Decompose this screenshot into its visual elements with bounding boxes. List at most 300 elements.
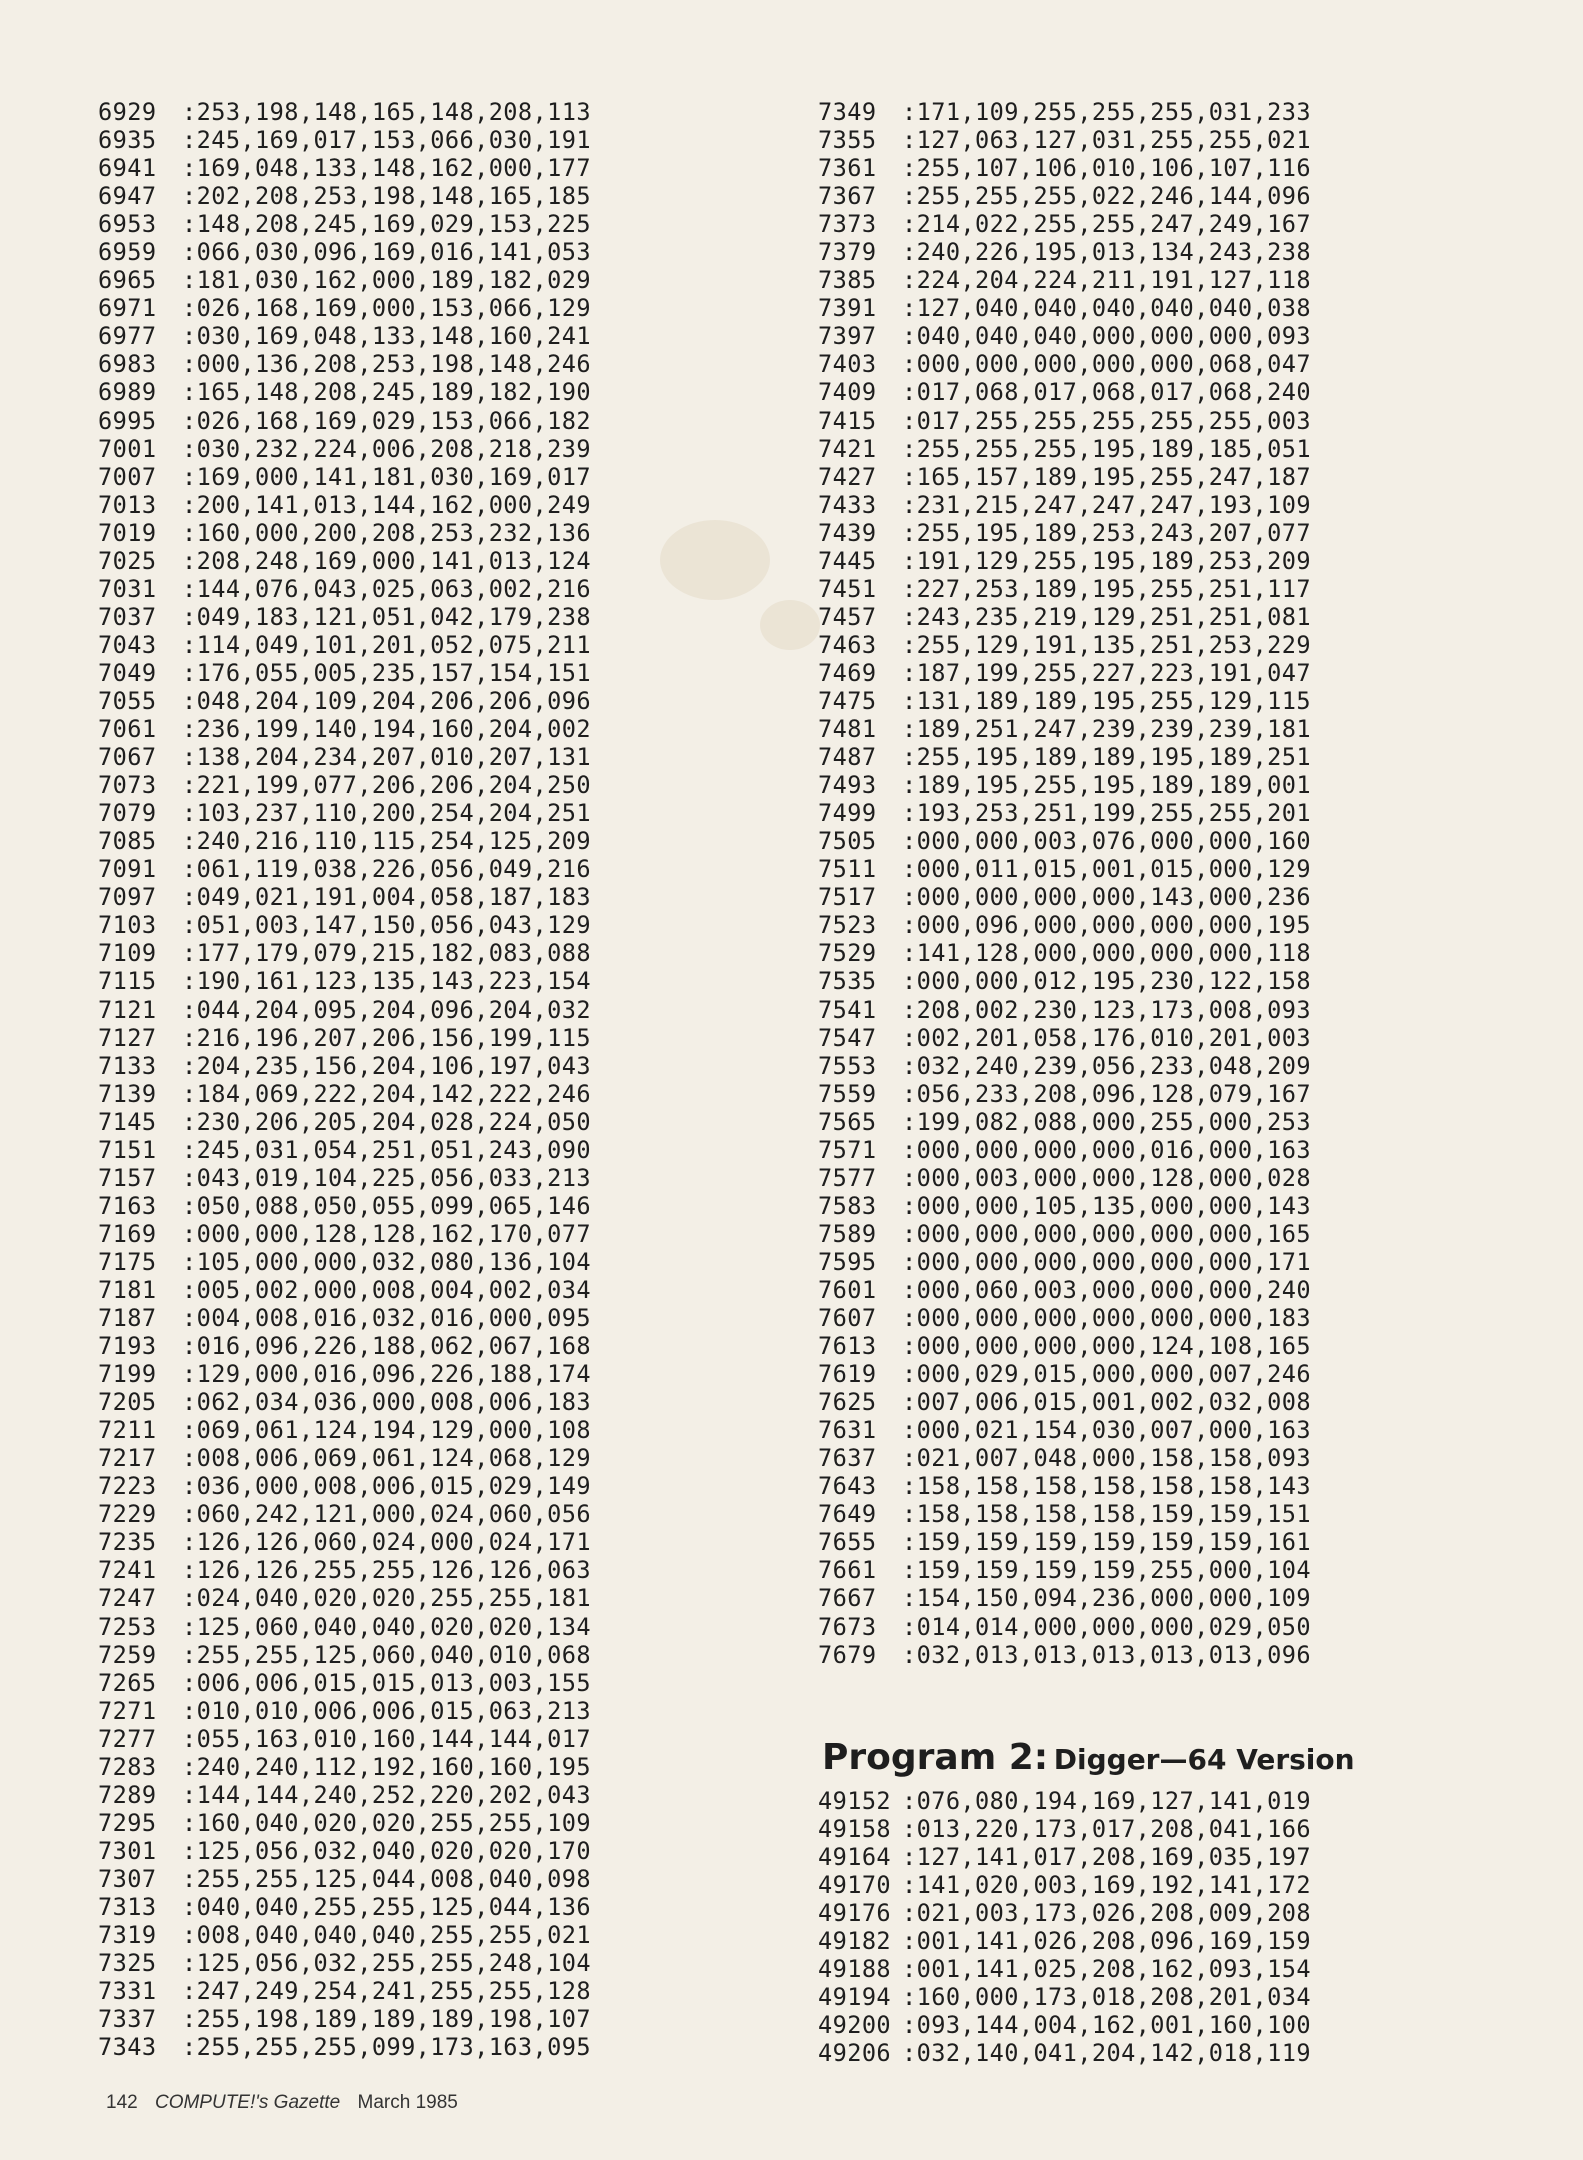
- line-number: 6953: [98, 210, 157, 239]
- program-2-heading: [822, 1737, 1355, 1778]
- line-number: 7391: [818, 294, 877, 323]
- listing-row: [818, 659, 1438, 687]
- line-data: :016,096,226,188,062,067,168: [182, 1332, 591, 1361]
- line-number: 7589: [818, 1219, 877, 1248]
- line-number: 7529: [818, 939, 877, 968]
- line-data: :062,034,036,000,008,006,183: [182, 1388, 591, 1417]
- line-data: :056,233,208,096,128,079,167: [902, 1079, 1311, 1108]
- line-number: 7259: [98, 1640, 157, 1669]
- line-data: :177,179,079,215,182,083,088: [182, 939, 591, 968]
- listing-row: [98, 1977, 668, 2005]
- listing-row: [98, 1949, 668, 1977]
- line-data: :127,141,017,208,169,035,197: [902, 1843, 1311, 1872]
- listing-row: [818, 1843, 1438, 1871]
- line-data: :013,220,173,017,208,041,166: [902, 1815, 1311, 1844]
- line-number: 7403: [818, 350, 877, 379]
- line-number: 7319: [98, 1921, 157, 1950]
- line-data: :125,056,032,040,020,020,170: [182, 1836, 591, 1865]
- listing-row: [818, 407, 1438, 435]
- line-data: :040,040,040,000,000,000,093: [902, 322, 1311, 351]
- line-number: 7277: [98, 1724, 157, 1753]
- line-number: 7493: [818, 771, 877, 800]
- line-data: :200,141,013,144,162,000,249: [182, 490, 591, 519]
- line-data: :032,240,239,056,233,048,209: [902, 1051, 1311, 1080]
- line-data: :255,255,255,195,189,185,051: [902, 434, 1311, 463]
- line-number: 7133: [98, 1051, 157, 1080]
- line-data: :126,126,255,255,126,126,063: [182, 1556, 591, 1585]
- issue-date: March 1985: [357, 2092, 458, 2113]
- line-data: :169,000,141,181,030,169,017: [182, 462, 591, 491]
- listing-row: [818, 939, 1438, 967]
- listing-row: [818, 715, 1438, 743]
- line-number: 7139: [98, 1079, 157, 1108]
- line-number: 49164: [818, 1843, 892, 1872]
- listing-row: [818, 182, 1438, 210]
- line-number: 7151: [98, 1135, 157, 1164]
- line-data: :247,249,254,241,255,255,128: [182, 1977, 591, 2006]
- line-data: :240,226,195,013,134,243,238: [902, 238, 1311, 267]
- listing-row: [98, 182, 668, 210]
- listing-row: [98, 154, 668, 182]
- listing-row: [98, 743, 668, 771]
- line-data: :255,195,189,253,243,207,077: [902, 518, 1311, 547]
- line-number: 6929: [98, 98, 157, 126]
- line-data: :129,000,016,096,226,188,174: [182, 1360, 591, 1389]
- listing-row: [98, 687, 668, 715]
- line-number: 7601: [818, 1275, 877, 1304]
- listing-row: [818, 1416, 1438, 1444]
- line-number: 7541: [818, 995, 877, 1024]
- line-data: :000,096,000,000,000,000,195: [902, 911, 1311, 940]
- line-data: :000,136,208,253,198,148,246: [182, 350, 591, 379]
- line-number: 7379: [818, 238, 877, 267]
- listing-row: [818, 883, 1438, 911]
- line-data: :187,199,255,227,223,191,047: [902, 658, 1311, 687]
- line-data: :008,006,069,061,124,068,129: [182, 1444, 591, 1473]
- page-number: 142: [106, 2092, 138, 2113]
- line-number: 7595: [818, 1247, 877, 1276]
- line-data: :036,000,008,006,015,029,149: [182, 1472, 591, 1501]
- line-number: 6965: [98, 266, 157, 295]
- line-data: :236,199,140,194,160,204,002: [182, 715, 591, 744]
- line-data: :000,000,105,135,000,000,143: [902, 1191, 1311, 1220]
- listing-row: [98, 911, 668, 939]
- line-number: 7235: [98, 1528, 157, 1557]
- line-data: :191,129,255,195,189,253,209: [902, 546, 1311, 575]
- listing-row: [98, 547, 668, 575]
- listing-row: [818, 1444, 1438, 1472]
- line-number: 7511: [818, 855, 877, 884]
- line-number: 6995: [98, 406, 157, 435]
- line-number: 6935: [98, 126, 157, 155]
- listing-row: [98, 1725, 668, 1753]
- line-data: :093,144,004,162,001,160,100: [902, 2011, 1311, 2040]
- line-number: 7337: [98, 2005, 157, 2034]
- line-data: :214,022,255,255,247,249,167: [902, 210, 1311, 239]
- listing-row: [98, 1584, 668, 1612]
- line-number: 7565: [818, 1107, 877, 1136]
- listing-row: [98, 378, 668, 406]
- listing-left-column: [98, 98, 668, 2061]
- line-number: 7439: [818, 518, 877, 547]
- listing-row: [98, 827, 668, 855]
- listing-row: [98, 799, 668, 827]
- line-number: 7505: [818, 827, 877, 856]
- line-number: 7373: [818, 210, 877, 239]
- line-data: :245,031,054,251,051,243,090: [182, 1135, 591, 1164]
- line-data: :144,144,240,252,220,202,043: [182, 1780, 591, 1809]
- line-number: 7613: [818, 1332, 877, 1361]
- listing-row: [818, 1641, 1438, 1669]
- line-data: :026,168,169,000,153,066,129: [182, 294, 591, 323]
- line-data: :131,189,189,195,255,129,115: [902, 686, 1311, 715]
- line-data: :000,000,000,000,000,000,165: [902, 1219, 1311, 1248]
- listing-row: [818, 771, 1438, 799]
- line-data: :227,253,189,195,255,251,117: [902, 574, 1311, 603]
- listing-row: [98, 1164, 668, 1192]
- listing-row: [818, 1500, 1438, 1528]
- line-data: :160,000,173,018,208,201,034: [902, 1983, 1311, 2012]
- line-data: :127,040,040,040,040,040,038: [902, 294, 1311, 323]
- line-number: 7037: [98, 602, 157, 631]
- line-number: 7649: [818, 1500, 877, 1529]
- listing-row: [818, 855, 1438, 883]
- line-data: :159,159,159,159,159,159,161: [902, 1528, 1311, 1557]
- line-number: 7289: [98, 1780, 157, 1809]
- line-data: :000,000,000,000,016,000,163: [902, 1135, 1311, 1164]
- listing-row: [818, 1787, 1438, 1815]
- line-number: 7547: [818, 1023, 877, 1052]
- line-number: 7679: [818, 1640, 877, 1669]
- line-number: 7523: [818, 911, 877, 940]
- line-data: :125,056,032,255,255,248,104: [182, 1949, 591, 1978]
- line-number: 7127: [98, 1023, 157, 1052]
- listing-row: [98, 1500, 668, 1528]
- line-number: 7265: [98, 1668, 157, 1697]
- line-number: 49176: [818, 1899, 892, 1928]
- line-data: :193,253,251,199,255,255,201: [902, 799, 1311, 828]
- listing-row: [818, 154, 1438, 182]
- line-data: :026,168,169,029,153,066,182: [182, 406, 591, 435]
- line-number: 7535: [818, 967, 877, 996]
- line-number: 49158: [818, 1815, 892, 1844]
- listing-row: [818, 1871, 1438, 1899]
- listing-row: [98, 1472, 668, 1500]
- listing-row: [818, 491, 1438, 519]
- line-number: 7661: [818, 1556, 877, 1585]
- line-data: :007,006,015,001,002,032,008: [902, 1388, 1311, 1417]
- listing-row: [818, 1955, 1438, 1983]
- line-number: 7313: [98, 1893, 157, 1921]
- line-data: :141,020,003,169,192,141,172: [902, 1871, 1311, 1900]
- line-number: 7571: [818, 1135, 877, 1164]
- line-number: 7451: [818, 574, 877, 603]
- listing-row: [98, 631, 668, 659]
- listing-row: [98, 771, 668, 799]
- line-data: :060,242,121,000,024,060,056: [182, 1500, 591, 1529]
- listing-row: [98, 1332, 668, 1360]
- line-number: 7067: [98, 743, 157, 772]
- listing-row: [818, 1108, 1438, 1136]
- listing-row: [98, 1641, 668, 1669]
- line-data: :255,195,189,189,195,189,251: [902, 743, 1311, 772]
- listing-row: [818, 575, 1438, 603]
- listing-row: [818, 435, 1438, 463]
- line-number: 7019: [98, 518, 157, 547]
- listing-row: [818, 631, 1438, 659]
- line-number: 7169: [98, 1219, 157, 1248]
- line-number: 7163: [98, 1191, 157, 1220]
- listing-row: [818, 1220, 1438, 1248]
- line-data: :021,007,048,000,158,158,093: [902, 1444, 1311, 1473]
- listing-row: [98, 266, 668, 294]
- line-number: 6941: [98, 154, 157, 183]
- line-data: :255,255,255,099,173,163,095: [182, 2033, 591, 2062]
- line-number: 7271: [98, 1696, 157, 1725]
- line-data: :000,000,000,000,143,000,236: [902, 883, 1311, 912]
- line-number: 7469: [818, 658, 877, 687]
- paper-stain: [760, 600, 820, 650]
- listing-row: [98, 463, 668, 491]
- line-data: :126,126,060,024,000,024,171: [182, 1528, 591, 1557]
- line-data: :231,215,247,247,247,193,109: [902, 490, 1311, 519]
- line-data: :176,055,005,235,157,154,151: [182, 658, 591, 687]
- line-number: 49188: [818, 1955, 892, 1984]
- listing-row: [818, 2039, 1438, 2067]
- line-number: 7283: [98, 1752, 157, 1781]
- line-data: :184,069,222,204,142,222,246: [182, 1079, 591, 1108]
- paper-stain: [660, 520, 770, 600]
- line-number: 7517: [818, 883, 877, 912]
- line-number: 7175: [98, 1247, 157, 1276]
- line-number: 7001: [98, 434, 157, 463]
- line-data: :144,076,043,025,063,002,216: [182, 574, 591, 603]
- line-data: :066,030,096,169,016,141,053: [182, 238, 591, 267]
- line-data: :000,000,128,128,162,170,077: [182, 1219, 591, 1248]
- line-number: 7415: [818, 406, 877, 435]
- listing-row: [818, 1192, 1438, 1220]
- line-number: 7085: [98, 827, 157, 856]
- line-number: 7607: [818, 1304, 877, 1333]
- listing-row: [98, 1809, 668, 1837]
- line-data: :221,199,077,206,206,204,250: [182, 771, 591, 800]
- line-data: :240,216,110,115,254,125,209: [182, 827, 591, 856]
- listing-row: [98, 659, 668, 687]
- line-data: :004,008,016,032,016,000,095: [182, 1304, 591, 1333]
- line-number: 7445: [818, 546, 877, 575]
- line-data: :141,128,000,000,000,000,118: [902, 939, 1311, 968]
- line-data: :255,255,255,022,246,144,096: [902, 182, 1311, 211]
- listing-row: [98, 996, 668, 1024]
- line-data: :044,204,095,204,096,204,032: [182, 995, 591, 1024]
- line-number: 49206: [818, 2039, 892, 2068]
- listing-row: [818, 547, 1438, 575]
- line-data: :245,169,017,153,066,030,191: [182, 126, 591, 155]
- listing-row: [818, 463, 1438, 491]
- listing-row: [818, 1248, 1438, 1276]
- line-number: 7061: [98, 715, 157, 744]
- line-data: :253,198,148,165,148,208,113: [182, 98, 591, 126]
- line-data: :165,157,189,195,255,247,187: [902, 462, 1311, 491]
- listing-row: [98, 435, 668, 463]
- line-number: 6989: [98, 378, 157, 407]
- listing-row: [98, 967, 668, 995]
- listing-row: [98, 1136, 668, 1164]
- line-number: 7217: [98, 1444, 157, 1473]
- line-data: :158,158,158,158,158,158,143: [902, 1472, 1311, 1501]
- listing-row: [818, 2011, 1438, 2039]
- line-number: 7397: [818, 322, 877, 351]
- listing-row: [818, 743, 1438, 771]
- listing-row: [98, 238, 668, 266]
- line-number: 7433: [818, 490, 877, 519]
- listing-row: [818, 799, 1438, 827]
- line-number: 7343: [98, 2033, 157, 2062]
- listing-row: [818, 687, 1438, 715]
- line-data: :160,040,020,020,255,255,109: [182, 1808, 591, 1837]
- listing-row: [98, 210, 668, 238]
- line-number: 7157: [98, 1163, 157, 1192]
- line-number: 7583: [818, 1191, 877, 1220]
- line-data: :040,040,255,255,125,044,136: [182, 1893, 591, 1921]
- line-data: :050,088,050,055,099,065,146: [182, 1191, 591, 1220]
- listing-row: [98, 1360, 668, 1388]
- listing-row: [98, 1416, 668, 1444]
- line-data: :158,158,158,158,159,159,151: [902, 1500, 1311, 1529]
- line-data: :021,003,173,026,208,009,208: [902, 1899, 1311, 1928]
- listing-row: [818, 1304, 1438, 1332]
- listing-row: [818, 210, 1438, 238]
- listing-row: [818, 1472, 1438, 1500]
- line-data: :048,204,109,204,206,206,096: [182, 686, 591, 715]
- line-number: 7301: [98, 1836, 157, 1865]
- listing-row: [818, 1584, 1438, 1612]
- line-data: :199,082,088,000,255,000,253: [902, 1107, 1311, 1136]
- line-number: 7073: [98, 771, 157, 800]
- line-number: 7385: [818, 266, 877, 295]
- listing-row: [818, 98, 1438, 126]
- listing-row: [98, 98, 668, 126]
- line-number: 7007: [98, 462, 157, 491]
- line-number: 6947: [98, 182, 157, 211]
- listing-row: [818, 1164, 1438, 1192]
- line-number: 7331: [98, 1977, 157, 2006]
- listing-row: [98, 1276, 668, 1304]
- listing-row: [98, 883, 668, 911]
- line-data: :006,006,015,015,013,003,155: [182, 1668, 591, 1697]
- page-footer: [106, 2092, 458, 2114]
- line-data: :114,049,101,201,052,075,211: [182, 630, 591, 659]
- line-number: 7121: [98, 995, 157, 1024]
- listing-row: [98, 491, 668, 519]
- line-data: :138,204,234,207,010,207,131: [182, 743, 591, 772]
- listing-row: [98, 350, 668, 378]
- line-data: :055,163,010,160,144,144,017: [182, 1724, 591, 1753]
- line-data: :255,198,189,189,189,198,107: [182, 2005, 591, 2034]
- line-number: 7295: [98, 1808, 157, 1837]
- line-number: 7367: [818, 182, 877, 211]
- listing-row: [818, 1899, 1438, 1927]
- line-data: :204,235,156,204,106,197,043: [182, 1051, 591, 1080]
- line-data: :255,107,106,010,106,107,116: [902, 154, 1311, 183]
- line-data: :160,000,200,208,253,232,136: [182, 518, 591, 547]
- line-data: :125,060,040,040,020,020,134: [182, 1612, 591, 1641]
- line-number: 7463: [818, 630, 877, 659]
- line-data: :255,255,125,060,040,010,068: [182, 1640, 591, 1669]
- program-2-label: Program 2:: [822, 1737, 1049, 1778]
- listing-row: [98, 939, 668, 967]
- listing-row: [818, 1024, 1438, 1052]
- line-number: 7499: [818, 799, 877, 828]
- listing-right-column: [818, 98, 1438, 1669]
- line-data: :154,150,094,236,000,000,109: [902, 1584, 1311, 1613]
- line-data: :000,003,000,000,128,000,028: [902, 1163, 1311, 1192]
- line-data: :061,119,038,226,056,049,216: [182, 855, 591, 884]
- line-number: 7253: [98, 1612, 157, 1641]
- line-data: :216,196,207,206,156,199,115: [182, 1023, 591, 1052]
- line-data: :030,169,048,133,148,160,241: [182, 322, 591, 351]
- line-data: :051,003,147,150,056,043,129: [182, 911, 591, 940]
- program-2-listing: [818, 1787, 1438, 2067]
- line-number: 7619: [818, 1360, 877, 1389]
- line-number: 7637: [818, 1444, 877, 1473]
- listing-row: [98, 2005, 668, 2033]
- line-number: 7199: [98, 1360, 157, 1389]
- line-data: :000,000,012,195,230,122,158: [902, 967, 1311, 996]
- line-number: 7091: [98, 855, 157, 884]
- line-data: :076,080,194,169,127,141,019: [902, 1787, 1311, 1815]
- line-number: 7553: [818, 1051, 877, 1080]
- line-data: :105,000,000,032,080,136,104: [182, 1247, 591, 1276]
- line-number: 7475: [818, 686, 877, 715]
- listing-row: [818, 238, 1438, 266]
- line-data: :190,161,123,135,143,223,154: [182, 967, 591, 996]
- line-data: :043,019,104,225,056,033,213: [182, 1163, 591, 1192]
- listing-row: [98, 1220, 668, 1248]
- line-number: 7229: [98, 1500, 157, 1529]
- line-data: :000,000,000,000,000,000,171: [902, 1247, 1311, 1276]
- listing-row: [818, 1815, 1438, 1843]
- listing-row: [818, 266, 1438, 294]
- listing-row: [818, 1388, 1438, 1416]
- line-data: :010,010,006,006,015,063,213: [182, 1696, 591, 1725]
- line-data: :001,141,026,208,096,169,159: [902, 1927, 1311, 1956]
- listing-row: [818, 1080, 1438, 1108]
- line-data: :000,060,003,000,000,000,240: [902, 1275, 1311, 1304]
- listing-row: [818, 1556, 1438, 1584]
- listing-row: [98, 603, 668, 631]
- line-number: 7361: [818, 154, 877, 183]
- line-number: 7241: [98, 1556, 157, 1585]
- line-data: :000,029,015,000,000,007,246: [902, 1360, 1311, 1389]
- line-number: 7487: [818, 743, 877, 772]
- line-number: 7355: [818, 126, 877, 155]
- listing-row: [98, 1865, 668, 1893]
- line-data: :103,237,110,200,254,204,251: [182, 799, 591, 828]
- line-data: :224,204,224,211,191,127,118: [902, 266, 1311, 295]
- line-number: 49170: [818, 1871, 892, 1900]
- line-number: 7025: [98, 546, 157, 575]
- line-data: :014,014,000,000,000,029,050: [902, 1612, 1311, 1641]
- listing-row: [98, 1613, 668, 1641]
- line-data: :255,129,191,135,251,253,229: [902, 630, 1311, 659]
- line-data: :017,255,255,255,255,255,003: [902, 406, 1311, 435]
- listing-row: [98, 1108, 668, 1136]
- listing-row: [98, 1781, 668, 1809]
- listing-row: [98, 1556, 668, 1584]
- listing-row: [818, 350, 1438, 378]
- listing-row: [98, 1697, 668, 1725]
